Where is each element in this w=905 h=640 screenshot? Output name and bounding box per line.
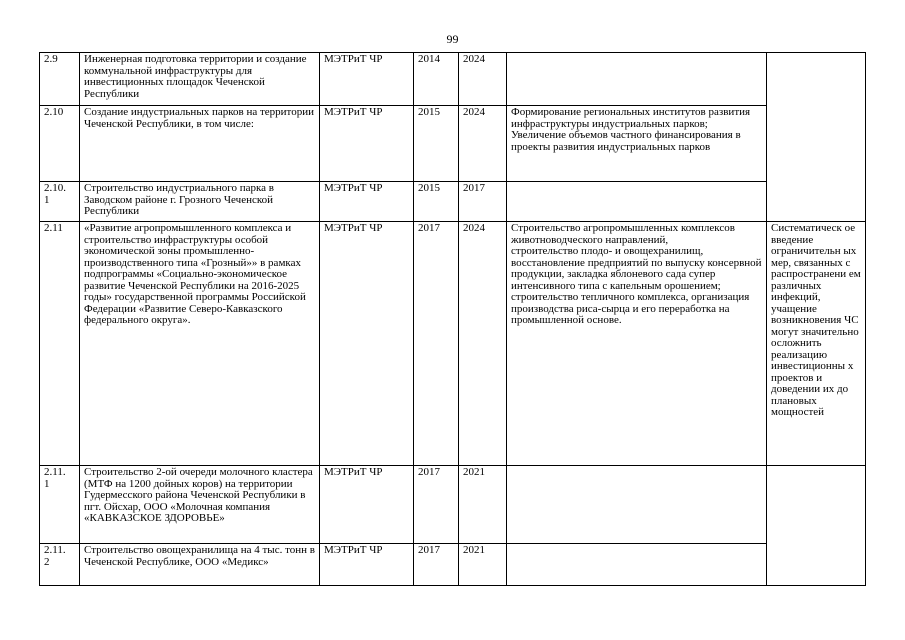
row-number: 2.10. 1 — [40, 182, 80, 222]
row-number: 2.11. 2 — [40, 544, 80, 586]
measure-name: Строительство индустриального парка в Заводском районе г. Грозного Чеченской Республики — [80, 182, 320, 222]
measure-name: Строительство 2-ой очереди молочного кластера (МТФ на 1200 дойных коров) на территории Гудермесского района Чеченской Республики в пгт. Ойсхар, ООО «Молочная компания «КАВКАЗСКОЕ ЗДОРОВЬЕ» — [80, 466, 320, 544]
expected-result: Строительство агропромышленных комплексов животноводческого направлений, строительство плодо- и овощехранилищ, восстановление предприятий по выпуску консервной продукции, закладка яблоневого сада супер интенсивного типа с капельным орошением; строительство тепличного комплекса, организация производства риса-сырца и его переработка на промышленной основе. — [507, 222, 767, 466]
row-number: 2.9 — [40, 53, 80, 106]
executor: МЭТРиТ ЧР — [320, 53, 414, 106]
start-year: 2015 — [414, 182, 459, 222]
expected-result — [507, 544, 767, 586]
table-row — [40, 106, 866, 182]
measure-name: «Развитие агропромышленного комплекса и строительство инфраструктуры особой экономической зоны промышленно-производственного типа «Грозный»» в рамках подпрограммы «Социально-экономическое развитие Чеченской Республики на 2016-2025 годы» государственной программы Российской Федерации «Развитие Северо-Кавказского федерального округа». — [80, 222, 320, 466]
end-year: 2024 — [459, 222, 507, 466]
risk-cell: Систематическ ое введение ограничительн ых мер, связанных с распространени ем различных инфекций, учащение возникновения ЧС могут значительно осложнить реализацию инвестиционны х проектов и доведении их до плановых мощностей — [767, 222, 866, 466]
executor: МЭТРиТ ЧР — [320, 182, 414, 222]
table-row — [40, 466, 866, 544]
measure-name: Создание индустриальных парков на территории Чеченской Республики, в том числе: — [80, 106, 320, 182]
end-year: 2024 — [459, 53, 507, 106]
risk-cell — [767, 466, 866, 586]
executor: МЭТРиТ ЧР — [320, 222, 414, 466]
start-year: 2015 — [414, 106, 459, 182]
risk-cell — [767, 53, 866, 222]
table-row — [40, 182, 866, 222]
end-year: 2021 — [459, 466, 507, 544]
expected-result — [507, 466, 767, 544]
end-year: 2021 — [459, 544, 507, 586]
expected-result — [507, 53, 767, 106]
executor: МЭТРиТ ЧР — [320, 106, 414, 182]
measures-table — [39, 52, 866, 586]
executor: МЭТРиТ ЧР — [320, 544, 414, 586]
end-year: 2017 — [459, 182, 507, 222]
table-row — [40, 222, 866, 466]
measure-name: Инженерная подготовка территории и создание коммунальной инфраструктуры для инвестиционных площадок Чеченской Республики — [80, 53, 320, 106]
start-year: 2017 — [414, 544, 459, 586]
page-number: 99 — [446, 32, 459, 46]
table-row — [40, 544, 866, 586]
start-year: 2017 — [414, 466, 459, 544]
start-year: 2014 — [414, 53, 459, 106]
end-year: 2024 — [459, 106, 507, 182]
expected-result — [507, 182, 767, 222]
measure-name: Строительство овощехранилища на 4 тыс. тонн в Чеченской Республике, ООО «Медикс» — [80, 544, 320, 586]
row-number: 2.10 — [40, 106, 80, 182]
executor: МЭТРиТ ЧР — [320, 466, 414, 544]
expected-result: Формирование региональных институтов развития инфраструктуры индустриальных парков; Увеличение объемов частного финансирования в проекты развития индустриальных парков — [507, 106, 767, 182]
start-year: 2017 — [414, 222, 459, 466]
row-number: 2.11. 1 — [40, 466, 80, 544]
table-row — [40, 53, 866, 106]
row-number: 2.11 — [40, 222, 80, 466]
